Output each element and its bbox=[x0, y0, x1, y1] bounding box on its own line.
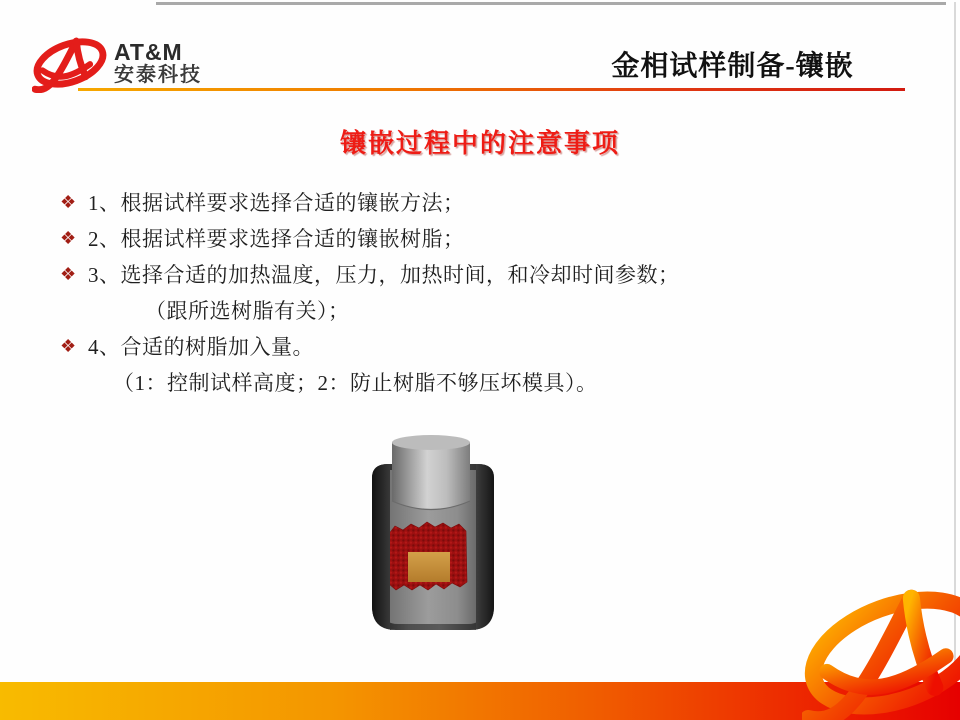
company-logo bbox=[32, 33, 202, 93]
header-rule-line bbox=[78, 88, 905, 91]
bullet-item-continuation bbox=[60, 292, 900, 328]
atm-logo-icon bbox=[32, 33, 108, 93]
bullet-text: 4、合适的树脂加入量。 bbox=[88, 335, 314, 359]
bullet-item-continuation bbox=[60, 364, 900, 400]
diamond-bullet-icon: ❖ bbox=[60, 335, 77, 356]
atm-logo-watermark-icon bbox=[802, 578, 960, 720]
bullet-list bbox=[60, 184, 900, 400]
top-border-line bbox=[156, 2, 946, 5]
bullet-text: 1、根据试样要求选择合适的镶嵌方法； bbox=[88, 191, 465, 215]
bullet-text: 3、选择合适的加热温度，压力，加热时间，和冷却时间参数； bbox=[88, 263, 680, 287]
section-heading: 镶嵌过程中的注意事项 bbox=[339, 129, 620, 158]
bullet-item bbox=[60, 256, 900, 292]
diamond-bullet-icon: ❖ bbox=[60, 263, 77, 284]
logo-abbr: AT&M bbox=[114, 39, 183, 66]
bullet-text: 2、根据试样要求选择合适的镶嵌树脂； bbox=[88, 227, 465, 251]
bullet-item bbox=[60, 328, 900, 364]
bullet-item bbox=[60, 184, 900, 220]
bullet-text: （跟所选树脂有关）； bbox=[145, 299, 350, 323]
mounting-mold-illustration bbox=[372, 433, 496, 633]
slide-title: 金相试样制备-镶嵌 bbox=[611, 51, 854, 82]
bullet-text: （1：控制试样高度；2：防止树脂不够压坏模具）。 bbox=[113, 371, 598, 395]
diamond-bullet-icon: ❖ bbox=[60, 227, 77, 248]
logo-name-cn: 安泰科技 bbox=[114, 63, 202, 86]
diamond-bullet-icon: ❖ bbox=[60, 191, 77, 212]
logo-text bbox=[114, 41, 202, 85]
bullet-item bbox=[60, 220, 900, 256]
